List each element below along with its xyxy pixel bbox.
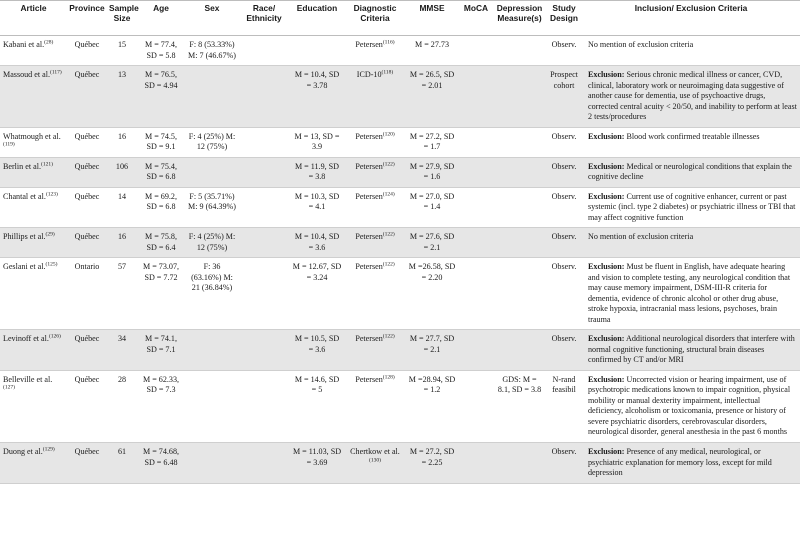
cell-text-article: Belleville et al.	[3, 374, 53, 384]
cell-text-mmse: M = 27.7, SD = 2.1	[409, 334, 455, 354]
cell-mmse	[405, 442, 459, 483]
cell-diagnostic-criteria	[345, 442, 405, 483]
cell-text-province: Ontario	[74, 262, 100, 272]
cell-province	[67, 187, 107, 228]
cell-text-diagnostic: Petersen	[355, 374, 383, 384]
cell-study-design	[546, 157, 582, 187]
cell-sample-size	[107, 157, 137, 187]
col-header-moca: MoCA	[459, 1, 493, 36]
cell-text-mmse: M = 27.2, SD = 2.25	[409, 446, 455, 467]
cell-province	[67, 157, 107, 187]
cell-text-education: M = 10.3, SD = 4.1	[294, 191, 340, 212]
cell-text-sample: 16	[117, 232, 127, 242]
cell-study-design	[546, 228, 582, 258]
cell-text-sex: F: 8 (53.33%) M: 7 (46.67%)	[188, 40, 236, 60]
criteria-label: Exclusion:	[588, 131, 625, 141]
article-reference: (117)	[49, 69, 62, 76]
cell-text-design: Prospect cohort	[550, 70, 578, 90]
cell-text-age: M = 77.4, SD = 5.8	[145, 40, 177, 60]
cell-mmse	[405, 330, 459, 371]
cell-depression-measures	[493, 258, 546, 330]
cell-race-ethnicity	[239, 157, 289, 187]
cell-inclusion-exclusion	[582, 228, 800, 258]
cell-text-age: M = 62.33, SD = 7.3	[142, 374, 180, 395]
cell-text-diagnostic: Petersen	[355, 191, 383, 201]
cell-sample-size	[107, 187, 137, 228]
cell-article	[0, 370, 67, 442]
cell-depression-measures	[493, 66, 546, 128]
table-row	[0, 187, 800, 228]
diagnostic-reference: (120)	[382, 130, 395, 137]
cell-text-province: Québec	[74, 40, 100, 49]
cell-text-diagnostic: Petersen	[355, 40, 383, 49]
criteria-label: Exclusion:	[588, 262, 625, 272]
cell-text-sample: 61	[117, 446, 127, 456]
cell-text-article: Berlin et al.	[3, 161, 41, 171]
col-header-article: Article	[0, 1, 67, 36]
cell-education	[289, 66, 345, 128]
cell-text-age: M = 74.1, SD = 7.1	[145, 334, 177, 354]
cell-text-criteria: Presence of any medical, neurological, or psychiatric explanation for memory loss, except for mild depression	[588, 446, 772, 478]
cell-mmse	[405, 66, 459, 128]
col-header-diagnostic-criteria: Diagnostic Criteria	[345, 1, 405, 36]
cell-sample-size	[107, 228, 137, 258]
col-header-sex: Sex	[185, 1, 239, 36]
cell-text-criteria: Uncorrected vision or hearing impairment, use of psychotropic medications known to impair cognition, physical mobility or manual dexterity impairment, intellectual deficiency, alcoholism or toxicomania, presence or history of severe psychiatric disorders, cerebrovascular disorders, neurological disorder, general anesthesia in the past 6 months	[588, 374, 791, 437]
cell-sex	[185, 157, 239, 187]
cell-article	[0, 228, 67, 258]
cell-mmse	[405, 157, 459, 187]
cell-text-diagnostic: Petersen	[355, 334, 383, 344]
cell-sex	[185, 127, 239, 157]
cell-text-age: M = 69.2, SD = 6.8	[145, 191, 177, 212]
article-reference: (125)	[45, 261, 58, 268]
col-header-study-design: Study Design	[546, 1, 582, 36]
cell-mmse	[405, 370, 459, 442]
cell-moca	[459, 187, 493, 228]
cell-diagnostic-criteria	[345, 127, 405, 157]
cell-text-province: Québec	[74, 161, 100, 171]
cell-study-design	[546, 36, 582, 66]
cell-mmse	[405, 258, 459, 330]
cell-text-diagnostic: Chertkow et al.	[350, 446, 400, 456]
cell-text-sex: F: 4 (25%) M: 12 (75%)	[188, 131, 236, 152]
cell-mmse	[405, 36, 459, 66]
cell-age	[137, 157, 185, 187]
cell-moca	[459, 157, 493, 187]
cell-inclusion-exclusion	[582, 442, 800, 483]
cell-text-sample: 57	[117, 262, 127, 272]
cell-province	[67, 442, 107, 483]
cell-sample-size	[107, 442, 137, 483]
cell-study-design	[546, 187, 582, 228]
diagnostic-reference: (118)	[381, 69, 394, 76]
cell-text-article: Kabani et al.	[3, 40, 45, 49]
cell-province	[67, 330, 107, 371]
col-header-province: Province	[67, 1, 107, 36]
cell-diagnostic-criteria	[345, 228, 405, 258]
cell-education	[289, 157, 345, 187]
col-header-education: Education	[289, 1, 345, 36]
cell-province	[67, 36, 107, 66]
cell-text-criteria: No mention of exclusion criteria	[588, 232, 694, 242]
cell-text-design: Observ.	[551, 262, 577, 272]
cell-age	[137, 127, 185, 157]
cell-text-education: M = 11.03, SD = 3.69	[292, 446, 342, 467]
cell-depression-measures	[493, 228, 546, 258]
criteria-label: Exclusion:	[588, 70, 625, 80]
cell-sex	[185, 187, 239, 228]
cell-sample-size	[107, 36, 137, 66]
cell-text-education: M = 14.6, SD = 5	[294, 374, 340, 395]
cell-race-ethnicity	[239, 36, 289, 66]
cell-text-sample: 34	[117, 334, 127, 344]
cell-text-province: Québec	[74, 374, 100, 384]
cell-text-design: Observ.	[551, 131, 577, 141]
col-header-inclusion-exclusion: Inclusion/ Exclusion Criteria	[582, 1, 800, 36]
article-reference: (121)	[40, 160, 53, 167]
cell-province	[67, 66, 107, 128]
cell-text-age: M = 73.07, SD = 7.72	[142, 262, 180, 282]
table-row	[0, 442, 800, 483]
cell-text-design: Observ.	[551, 446, 577, 456]
cell-text-age: M = 75.4, SD = 6.8	[145, 161, 177, 182]
cell-depression-measures	[493, 187, 546, 228]
cell-study-design	[546, 442, 582, 483]
criteria-label: Exclusion:	[588, 446, 625, 456]
cell-text-province: Québec	[74, 191, 100, 201]
cell-article	[0, 66, 67, 128]
diagnostic-reference: (122)	[382, 231, 395, 238]
criteria-label: Exclusion:	[588, 334, 625, 344]
cell-mmse	[405, 228, 459, 258]
cell-study-design	[546, 66, 582, 128]
cell-depression-measures	[493, 157, 546, 187]
cell-text-mmse: M = 27.9, SD = 1.6	[409, 161, 455, 182]
cell-province	[67, 258, 107, 330]
cell-article	[0, 36, 67, 66]
criteria-label: Exclusion:	[588, 191, 625, 201]
cell-text-diagnostic: Petersen	[355, 262, 383, 272]
diagnostic-reference: (116)	[382, 39, 395, 46]
cell-age	[137, 258, 185, 330]
cell-age	[137, 442, 185, 483]
article-reference: (123)	[45, 190, 58, 197]
cell-moca	[459, 36, 493, 66]
cell-text-education: M = 10.4, SD = 3.78	[294, 70, 340, 90]
cell-inclusion-exclusion	[582, 36, 800, 66]
cell-moca	[459, 228, 493, 258]
cell-sex	[185, 442, 239, 483]
cell-age	[137, 330, 185, 371]
cell-depression-measures	[493, 127, 546, 157]
cell-depression-measures	[493, 36, 546, 66]
cell-sample-size	[107, 330, 137, 371]
cell-text-mmse: M =26.58, SD = 2.20	[408, 262, 456, 282]
cell-race-ethnicity	[239, 228, 289, 258]
cell-mmse	[405, 127, 459, 157]
table-row	[0, 330, 800, 371]
cell-text-age: M = 74.5, SD = 9.1	[145, 131, 177, 152]
cell-age	[137, 370, 185, 442]
cell-article	[0, 187, 67, 228]
cell-sample-size	[107, 258, 137, 330]
cell-race-ethnicity	[239, 127, 289, 157]
cell-race-ethnicity	[239, 187, 289, 228]
cell-inclusion-exclusion	[582, 370, 800, 442]
cell-article	[0, 258, 67, 330]
cell-text-criteria: No mention of exclusion criteria	[588, 40, 694, 49]
cell-text-article: Chantal et al.	[3, 191, 46, 201]
cell-article	[0, 442, 67, 483]
cell-text-mmse: M = 27.73	[414, 40, 450, 49]
cell-depression-measures	[493, 370, 546, 442]
cell-text-province: Québec	[74, 446, 100, 456]
cell-education	[289, 258, 345, 330]
article-reference: (119)	[3, 141, 15, 148]
cell-sample-size	[107, 370, 137, 442]
cell-study-design	[546, 258, 582, 330]
cell-text-article: Geslani et al.	[3, 262, 46, 272]
cell-province	[67, 370, 107, 442]
col-header-race-ethnicity: Race/ Ethnicity	[239, 1, 289, 36]
col-header-sample-size: Sample Size	[107, 1, 137, 36]
cell-moca	[459, 442, 493, 483]
cell-education	[289, 228, 345, 258]
cell-text-province: Québec	[74, 232, 100, 242]
cell-diagnostic-criteria	[345, 36, 405, 66]
diagnostic-reference: (124)	[382, 190, 395, 197]
cell-diagnostic-criteria	[345, 187, 405, 228]
cell-text-diagnostic: Petersen	[355, 232, 383, 242]
cell-text-design: Observ.	[551, 40, 577, 49]
article-reference: (29)	[45, 231, 55, 238]
cell-text-criteria: Serious chronic medical illness or cancer, CVD, clinical, laboratory work or neuroimaging data suggestive of another cause for dementia, use of psychoactive drugs, corrected central acuity < 20/50, and inability to perform at least 2 tests/procedures	[588, 70, 797, 122]
cell-text-article: Massoud et al.	[3, 70, 50, 80]
cell-text-province: Québec	[74, 131, 100, 141]
cell-text-depression: GDS: M = 8.1, SD = 3.8	[497, 374, 542, 395]
cell-text-age: M = 76.5, SD = 4.94	[144, 70, 178, 90]
cell-text-mmse: M = 27.6, SD = 2.1	[409, 232, 455, 252]
diagnostic-reference: (122)	[382, 160, 395, 167]
article-reference: (129)	[42, 446, 55, 453]
cell-text-article: Duong et al.	[3, 446, 43, 456]
cell-diagnostic-criteria	[345, 66, 405, 128]
article-reference: (127)	[3, 384, 15, 391]
cell-text-mmse: M =28.94, SD = 1.2	[408, 374, 456, 395]
cell-sex	[185, 258, 239, 330]
cell-diagnostic-criteria	[345, 330, 405, 371]
cell-diagnostic-criteria	[345, 157, 405, 187]
table-header-row	[0, 1, 800, 36]
cell-age	[137, 36, 185, 66]
cell-sample-size	[107, 127, 137, 157]
cell-text-article: Whatmough et al.	[3, 131, 61, 141]
cell-study-design	[546, 127, 582, 157]
cell-text-design: Observ.	[551, 191, 577, 201]
cell-text-criteria: Must be fluent in English, have adequate hearing and vision to complete testing, any neurological condition that may cause memory impairment, DSM-III-R criteria for dementia, evidence of chronic alcohol or other drug abuse, stroke hypoxia, intracranial mass lesions, psychoses, brain trauma	[588, 262, 791, 324]
cell-education	[289, 442, 345, 483]
cell-moca	[459, 127, 493, 157]
diagnostic-reference: (128)	[382, 374, 395, 381]
cell-text-criteria: Blood work confirmed treatable illnesses	[626, 131, 760, 141]
cell-depression-measures	[493, 330, 546, 371]
cell-age	[137, 66, 185, 128]
cell-text-mmse: M = 27.2, SD = 1.7	[409, 131, 455, 152]
cell-text-diagnostic: Petersen	[355, 161, 383, 171]
cell-race-ethnicity	[239, 66, 289, 128]
table-row	[0, 370, 800, 442]
cell-text-criteria: Current use of cognitive enhancer, current or past systemic (incl. type 2 diabetes) or psychiatric illness or TBI that may affect cognitive function	[588, 191, 796, 222]
cell-moca	[459, 258, 493, 330]
cell-text-article: Levinoff et al.	[3, 334, 49, 344]
table-row	[0, 258, 800, 330]
article-reference: (126)	[48, 333, 61, 340]
cell-province	[67, 228, 107, 258]
diagnostic-reference: (130)	[369, 456, 381, 463]
cell-text-design: Observ.	[551, 161, 577, 171]
cell-inclusion-exclusion	[582, 330, 800, 371]
table-row	[0, 36, 800, 66]
cell-race-ethnicity	[239, 442, 289, 483]
cell-text-criteria: Additional neurological disorders that interfere with normal cognitive functioning, structural brain diseases confirmed by CT and/or MRI	[588, 334, 795, 365]
cell-education	[289, 370, 345, 442]
diagnostic-reference: (122)	[382, 261, 395, 268]
cell-education	[289, 36, 345, 66]
cell-sex	[185, 228, 239, 258]
cell-sample-size	[107, 66, 137, 128]
cell-text-mmse: M = 26.5, SD = 2.01	[409, 70, 455, 90]
cell-text-article: Phillips et al.	[3, 232, 46, 242]
cell-text-sex: F: 5 (35.71%) M: 9 (64.39%)	[188, 191, 236, 212]
cell-text-sample: 14	[117, 191, 127, 201]
cell-text-sample: 106	[115, 161, 129, 171]
cell-text-sample: 13	[117, 70, 127, 80]
cell-text-design: N-rand feasibil	[552, 374, 576, 395]
cell-text-design: Observ.	[551, 334, 577, 344]
cell-text-education: M = 10.4, SD = 3.6	[294, 232, 340, 252]
cell-race-ethnicity	[239, 258, 289, 330]
cell-inclusion-exclusion	[582, 157, 800, 187]
cell-text-criteria: Medical or neurological conditions that explain the cognitive decline	[588, 161, 792, 182]
criteria-label: Exclusion:	[588, 161, 625, 171]
cell-text-age: M = 75.8, SD = 6.4	[145, 232, 177, 252]
table-row	[0, 157, 800, 187]
cell-study-design	[546, 330, 582, 371]
cell-text-sex: F: 4 (25%) M: 12 (75%)	[188, 232, 236, 252]
cell-depression-measures	[493, 442, 546, 483]
cell-education	[289, 187, 345, 228]
cell-age	[137, 228, 185, 258]
cell-text-diagnostic: ICD-10	[356, 70, 382, 80]
diagnostic-reference: (122)	[382, 333, 395, 340]
cell-diagnostic-criteria	[345, 258, 405, 330]
cell-education	[289, 127, 345, 157]
criteria-label: Exclusion:	[588, 374, 625, 384]
cell-sex	[185, 370, 239, 442]
article-reference: (28)	[44, 39, 54, 46]
cell-text-diagnostic: Petersen	[355, 131, 383, 141]
cell-text-province: Québec	[74, 334, 100, 344]
cell-inclusion-exclusion	[582, 187, 800, 228]
cell-age	[137, 187, 185, 228]
cell-moca	[459, 370, 493, 442]
table-row	[0, 66, 800, 128]
cell-text-sex: F: 36 (63.16%) M: 21 (36.84%)	[191, 262, 233, 293]
cell-text-sample: 28	[117, 374, 127, 384]
cell-text-education: M = 10.5, SD = 3.6	[294, 334, 340, 354]
cell-inclusion-exclusion	[582, 258, 800, 330]
cell-inclusion-exclusion	[582, 127, 800, 157]
cell-text-sample: 16	[117, 131, 127, 141]
col-header-depression-measures: Depression Measure(s)	[493, 1, 546, 36]
cell-education	[289, 330, 345, 371]
cell-study-design	[546, 370, 582, 442]
cell-moca	[459, 330, 493, 371]
cell-moca	[459, 66, 493, 128]
cell-sex	[185, 36, 239, 66]
cell-text-mmse: M = 27.0, SD = 1.4	[409, 191, 455, 212]
cell-article	[0, 127, 67, 157]
cell-article	[0, 330, 67, 371]
cell-text-education: M = 13, SD = 3.9	[294, 131, 340, 152]
cell-text-education: M = 12.67, SD = 3.24	[292, 262, 342, 282]
cell-sex	[185, 330, 239, 371]
cell-race-ethnicity	[239, 370, 289, 442]
cell-text-age: M = 74.68, SD = 6.48	[142, 446, 180, 467]
col-header-mmse: MMSE	[405, 1, 459, 36]
cell-inclusion-exclusion	[582, 66, 800, 128]
cell-text-design: Observ.	[551, 232, 577, 242]
cell-diagnostic-criteria	[345, 370, 405, 442]
cell-text-province: Québec	[74, 70, 100, 80]
cell-province	[67, 127, 107, 157]
cell-race-ethnicity	[239, 330, 289, 371]
cell-text-education: M = 11.9, SD = 3.8	[294, 161, 340, 182]
table-row	[0, 127, 800, 157]
col-header-age: Age	[137, 1, 185, 36]
cell-sex	[185, 66, 239, 128]
cell-mmse	[405, 187, 459, 228]
cell-text-sample: 15	[117, 40, 127, 49]
cell-article	[0, 157, 67, 187]
table-row	[0, 228, 800, 258]
